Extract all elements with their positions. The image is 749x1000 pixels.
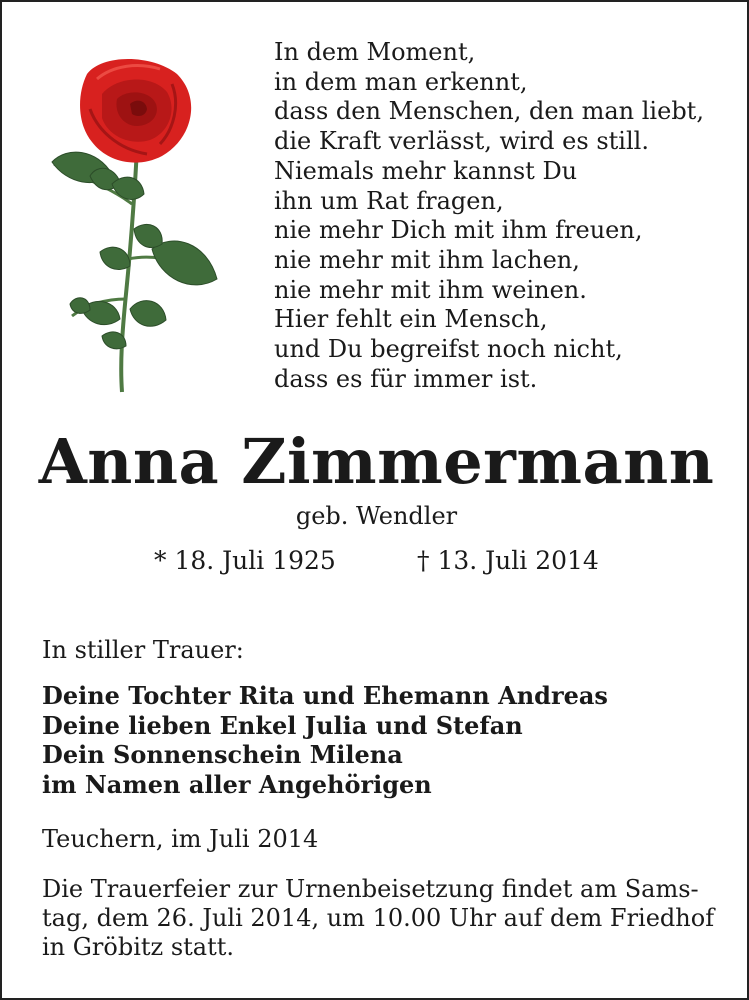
birth-date: * 18. Juli 1925 bbox=[154, 546, 336, 575]
poem-line: in dem man erkennt, bbox=[274, 67, 528, 96]
poem-line: dass den Menschen, den man liebt, bbox=[274, 97, 704, 126]
poem-line: nie mehr Dich mit ihm freuen, bbox=[274, 216, 643, 245]
poem-line: ihn um Rat fragen, bbox=[274, 186, 504, 215]
poem-line: In dem Moment, bbox=[274, 38, 476, 66]
poem-line: nie mehr mit ihm weinen. bbox=[274, 275, 587, 304]
mourner-line: Deine Tochter Rita und Ehemann Andreas bbox=[42, 681, 608, 710]
funeral-line: tag, dem 26. Juli 2014, um 10.00 Uhr auf dem Friedhof bbox=[42, 904, 715, 932]
poem-line: Niemals mehr kannst Du bbox=[274, 156, 578, 185]
funeral-notice bbox=[42, 875, 714, 962]
poem bbox=[274, 38, 714, 394]
poem-line: und Du begreifst noch nicht, bbox=[274, 335, 623, 364]
place-date: Teuchern, im Juli 2014 bbox=[42, 825, 319, 853]
mourner-line: Dein Sonnenschein Milena bbox=[42, 740, 403, 770]
poem-line: nie mehr mit ihm lachen, bbox=[274, 245, 580, 274]
poem-line: Hier fehlt ein Mensch, bbox=[274, 305, 548, 334]
mourner-line: im Namen aller Angehörigen bbox=[42, 770, 432, 800]
mourners-list bbox=[42, 681, 608, 800]
poem-line: die Kraft verlässt, wird es still. bbox=[274, 127, 649, 156]
mourning-intro: In stiller Trauer: bbox=[42, 636, 244, 664]
maiden-name: geb. Wendler bbox=[295, 502, 458, 530]
death-date: † 13. Juli 2014 bbox=[417, 546, 599, 575]
funeral-line: Die Trauerfeier zur Urnenbeisetzung findet am Sams- bbox=[42, 875, 699, 903]
rose-icon bbox=[42, 54, 232, 394]
deceased-name: Anna Zimmermann bbox=[38, 425, 715, 498]
funeral-line: in Gröbitz statt. bbox=[42, 933, 234, 961]
poem-line: dass es für immer ist. bbox=[274, 364, 538, 393]
mourner-line: Deine lieben Enkel Julia und Stefan bbox=[42, 710, 523, 740]
